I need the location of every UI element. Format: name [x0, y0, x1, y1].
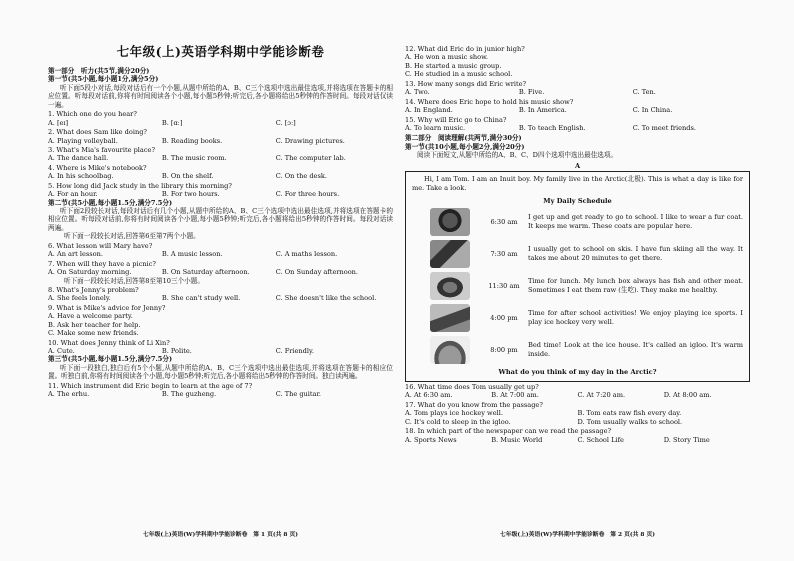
- schedule-title: My Daily Schedule: [543, 197, 612, 205]
- option: C. [ɔː]: [275, 118, 296, 127]
- question-15: 15. Why will Eric go to China?: [405, 115, 507, 124]
- option: B. For two hours.: [161, 190, 220, 199]
- question-12: 12. What did Eric do in junior high?: [405, 45, 525, 53]
- option: C. She doesn't like the school.: [275, 294, 377, 303]
- question-14-options: [405, 106, 750, 114]
- option: B. On the shelf.: [161, 172, 214, 181]
- fur-coat-photo: [430, 208, 470, 236]
- option: A. Playing volleyball.: [48, 136, 118, 145]
- question-7-options: [48, 268, 393, 276]
- schedule-row: [412, 208, 743, 236]
- part2-heading: 第二部分 阅读理解(共两节,满分30分): [405, 134, 522, 143]
- section3-instructions: 听下面一段独白,独白后有5个小题,从题中所给的A、B、C三个选项中选出最佳选项,并将选项在答题卡的相应位置。听独白前,你将有时间阅读各个小题,每小题5秒钟;听完后,各小题将给出5秒钟的作答时间。独白读两遍。: [48, 363, 393, 381]
- option: A. The erhu.: [48, 390, 90, 399]
- option: C. At 7:20 am.: [577, 391, 626, 400]
- question-18-options: [405, 436, 750, 444]
- option: C. Drawing pictures.: [275, 136, 345, 145]
- right-column: [405, 0, 750, 561]
- question-15-options: [405, 124, 750, 132]
- option: A. An art lesson.: [48, 250, 103, 259]
- dialogue-intro-6: 听下面一段较长对话,回答第6至第7两个小题。: [64, 232, 200, 241]
- option: B. To teach English.: [518, 123, 586, 132]
- option: C. To meet friends.: [632, 123, 696, 132]
- option: A. Tom plays ice hockey well.: [405, 409, 503, 418]
- question-8-options: [48, 294, 393, 302]
- question-17-options-ab: [405, 409, 750, 417]
- ice-hockey-photo: [430, 304, 470, 332]
- option: A. On Saturday morning.: [48, 268, 132, 277]
- option: A. In England.: [405, 106, 453, 115]
- option: B. [ɑː]: [161, 118, 183, 127]
- passage-letter: A: [574, 161, 581, 170]
- option: C. Friendly.: [275, 347, 314, 355]
- option: C. He studied in a music school.: [405, 70, 513, 79]
- option: C. A maths lesson.: [275, 250, 338, 259]
- option: B. On Saturday afternoon.: [161, 268, 250, 277]
- question-9: 9. What is Mike's advice for Jenny?: [48, 303, 166, 312]
- option: C. Make some new friends.: [48, 329, 139, 338]
- option: C. Ten.: [632, 88, 656, 97]
- option: B. Ask her teacher for help.: [48, 320, 141, 329]
- option: C. The guitar.: [275, 390, 322, 399]
- section3-heading: 第三节(共5小题,每小题1.5分,满分7.5分): [48, 355, 173, 364]
- question-17-options-cd: [405, 418, 750, 426]
- section2-instructions: 听下面2段较长对话,每段对话后有几个小题,从题中所给的A、B、C三个选项中选出最佳选项,并将选项在答题卡的相应位置。听每段对话前,你将有时间阅读各个小题,每小题5秒钟;听完后,各小题将给出5秒钟的作答时间。每段对话读两遍。: [48, 207, 393, 232]
- option: A. Two.: [405, 88, 430, 97]
- option: C. In China.: [632, 106, 673, 115]
- question-3: 3. What's Mia's favourite place?: [48, 145, 155, 154]
- option: C. For three hours.: [275, 190, 340, 199]
- option: A. At 6:30 am.: [405, 391, 453, 400]
- option: B. The guzheng.: [161, 390, 217, 399]
- question-7: 7. When will they have a picnic?: [48, 259, 156, 268]
- schedule-row: [412, 336, 743, 364]
- question-11-options: [48, 390, 393, 398]
- option: D. Story Time: [663, 435, 710, 444]
- option: C. The computer lab.: [275, 154, 346, 163]
- option: B. Reading books.: [161, 136, 223, 145]
- section2-heading: 第二节(共5小题,每小题1.5分,满分7.5分): [48, 198, 173, 207]
- option: B. Tom eats raw fish every day.: [577, 409, 682, 418]
- passage-box: [405, 171, 750, 382]
- question-14: 14. Where does Eric hope to hold his music show?: [405, 97, 574, 106]
- schedule-time: 7:30 am: [490, 250, 518, 259]
- option: C. On Sunday afternoon.: [275, 268, 359, 277]
- option: A. In his schoolbag.: [48, 172, 114, 181]
- option: B. She can't study well.: [161, 294, 241, 303]
- schedule-text: I get up and get ready to go to school. I like to wear a fur coat. It keeps me warm. These coats are popular here.: [528, 212, 743, 231]
- schedule-text: Time for lunch. My lunch box always has fish and other meat. Sometimes I eat them raw (生吃). They make me healthy.: [528, 276, 743, 295]
- schedule-row: [412, 240, 743, 268]
- page-footer-left: 七年级(上)英语(W)学科期中学能诊断卷 第 1 页(共 8 页): [142, 531, 299, 538]
- option: B. Polite.: [161, 347, 192, 355]
- option: A. She feels lonely.: [48, 294, 111, 303]
- question-10: 10. What does Jenny think of Li Xin?: [48, 338, 170, 347]
- option: B. He started a music group.: [405, 61, 502, 70]
- igloo-photo: [430, 336, 470, 364]
- question-1-options: [48, 119, 393, 127]
- passage-closing-question: What do you think of my day in the Arctic?: [498, 368, 657, 377]
- skiing-photo: [430, 240, 470, 268]
- schedule-time: 11:30 am: [488, 282, 520, 291]
- page-title: 七年级(上)英语学科期中学能诊断卷: [116, 44, 325, 59]
- option: D. Tom usually walks to school.: [577, 417, 683, 426]
- page-footer-right: 七年级(上)英语(W)学科期中学能诊断卷 第 2 页(共 8 页): [499, 531, 656, 538]
- question-4: 4. Where is Mike's notebook?: [48, 163, 147, 172]
- lunch-photo: [430, 272, 470, 300]
- schedule-row: [412, 304, 743, 332]
- option: A. To learn music.: [405, 123, 466, 132]
- question-13-options: [405, 88, 750, 96]
- schedule-row: [412, 272, 743, 300]
- option: C. It's cold to sleep in the igloo.: [405, 417, 511, 426]
- option: C. On the desk.: [275, 172, 327, 181]
- question-17: 17. What do you know from the passage?: [405, 400, 543, 409]
- option: A. For an hour.: [48, 190, 98, 199]
- option: A. Sports News: [405, 435, 457, 444]
- option: C. School Life: [577, 435, 624, 444]
- option: B. In America.: [518, 106, 567, 115]
- question-5: 5. How long did Jack study in the library this morning?: [48, 181, 232, 190]
- question-4-options: [48, 172, 393, 180]
- question-2-options: [48, 137, 393, 145]
- schedule-text: Bed time! Look at the ice house. It's called an igloo. It's warm inside.: [528, 340, 743, 359]
- option: D. At 8:00 am.: [663, 391, 712, 400]
- question-6: 6. What lesson will Mary have?: [48, 241, 153, 250]
- question-3-options: [48, 154, 393, 162]
- question-13: 13. How many songs did Eric write?: [405, 79, 527, 88]
- section1-instructions: 听下面5段小对话,每段对话后有一个小题,从题中所给的A、B、C三个选项中选出最佳选项,并将选项在答题卡的相应位置。听每段对话前,你将有时间阅读各个小题,每小题5秒钟;听完后,各小题将给出5秒钟的作答时间。每段对话仅读一遍。: [48, 83, 393, 109]
- question-18: 18. In which part of the newspaper can we read the passage?: [405, 427, 612, 436]
- part1-heading: 第一部分 听力(共5节,满分20分): [48, 67, 150, 75]
- reading-section1-heading: 第一节(共10小题,每小题2分,满分20分): [405, 142, 525, 151]
- question-16: 16. What time does Tom usually get up?: [405, 382, 539, 391]
- question-6-options: [48, 250, 393, 258]
- option: B. Music World: [491, 435, 543, 444]
- question-16-options: [405, 391, 750, 399]
- schedule-time: 4:00 pm: [490, 314, 518, 323]
- option: A. [eɪ]: [48, 118, 69, 127]
- option: A. He won a music show.: [405, 53, 489, 62]
- section1-heading: 第一节(共5小题,每小题1分,满分5分): [48, 75, 159, 84]
- question-1: 1. Which one do you hear?: [48, 110, 137, 119]
- question-2: 2. What does Sam like doing?: [48, 128, 147, 137]
- option: A. Cute.: [48, 347, 75, 355]
- question-8: 8. What's Jenny's problem?: [48, 285, 139, 294]
- schedule-text: I usually get to school on skis. I have fun skiing all the way. It takes me about 20 minutes to get there.: [528, 244, 743, 263]
- schedule-text: Time for after school activities! We enjoy playing ice sports. I play ice hockey very well.: [528, 308, 743, 327]
- option: B. Five.: [518, 88, 545, 97]
- option: A. The dance hall.: [48, 154, 109, 163]
- question-11: 11. Which instrument did Eric begin to learn at the age of 7?: [48, 381, 253, 390]
- schedule-time: 8:00 pm: [490, 346, 518, 355]
- option: A. Have a welcome party.: [48, 312, 133, 321]
- passage-intro: Hi, I am Tom. I am an Inuit boy. My family live in the Arctic(北极). This is what a day is like for me. Take a look.: [412, 175, 743, 192]
- option: B. A music lesson.: [161, 250, 223, 259]
- schedule-time: 6:30 am: [490, 218, 518, 227]
- left-column: [48, 0, 393, 561]
- reading-instructions: 阅读下面短文,从题中所给的A、B、C、D四个选项中选出最佳选项。: [417, 151, 618, 160]
- option: B. The music room.: [161, 154, 227, 163]
- dialogue-intro-8: 听下面一段较长对话,回答第8至第10三个小题。: [64, 276, 204, 285]
- option: B. At 7:00 am.: [491, 391, 539, 400]
- question-5-options: [48, 190, 393, 198]
